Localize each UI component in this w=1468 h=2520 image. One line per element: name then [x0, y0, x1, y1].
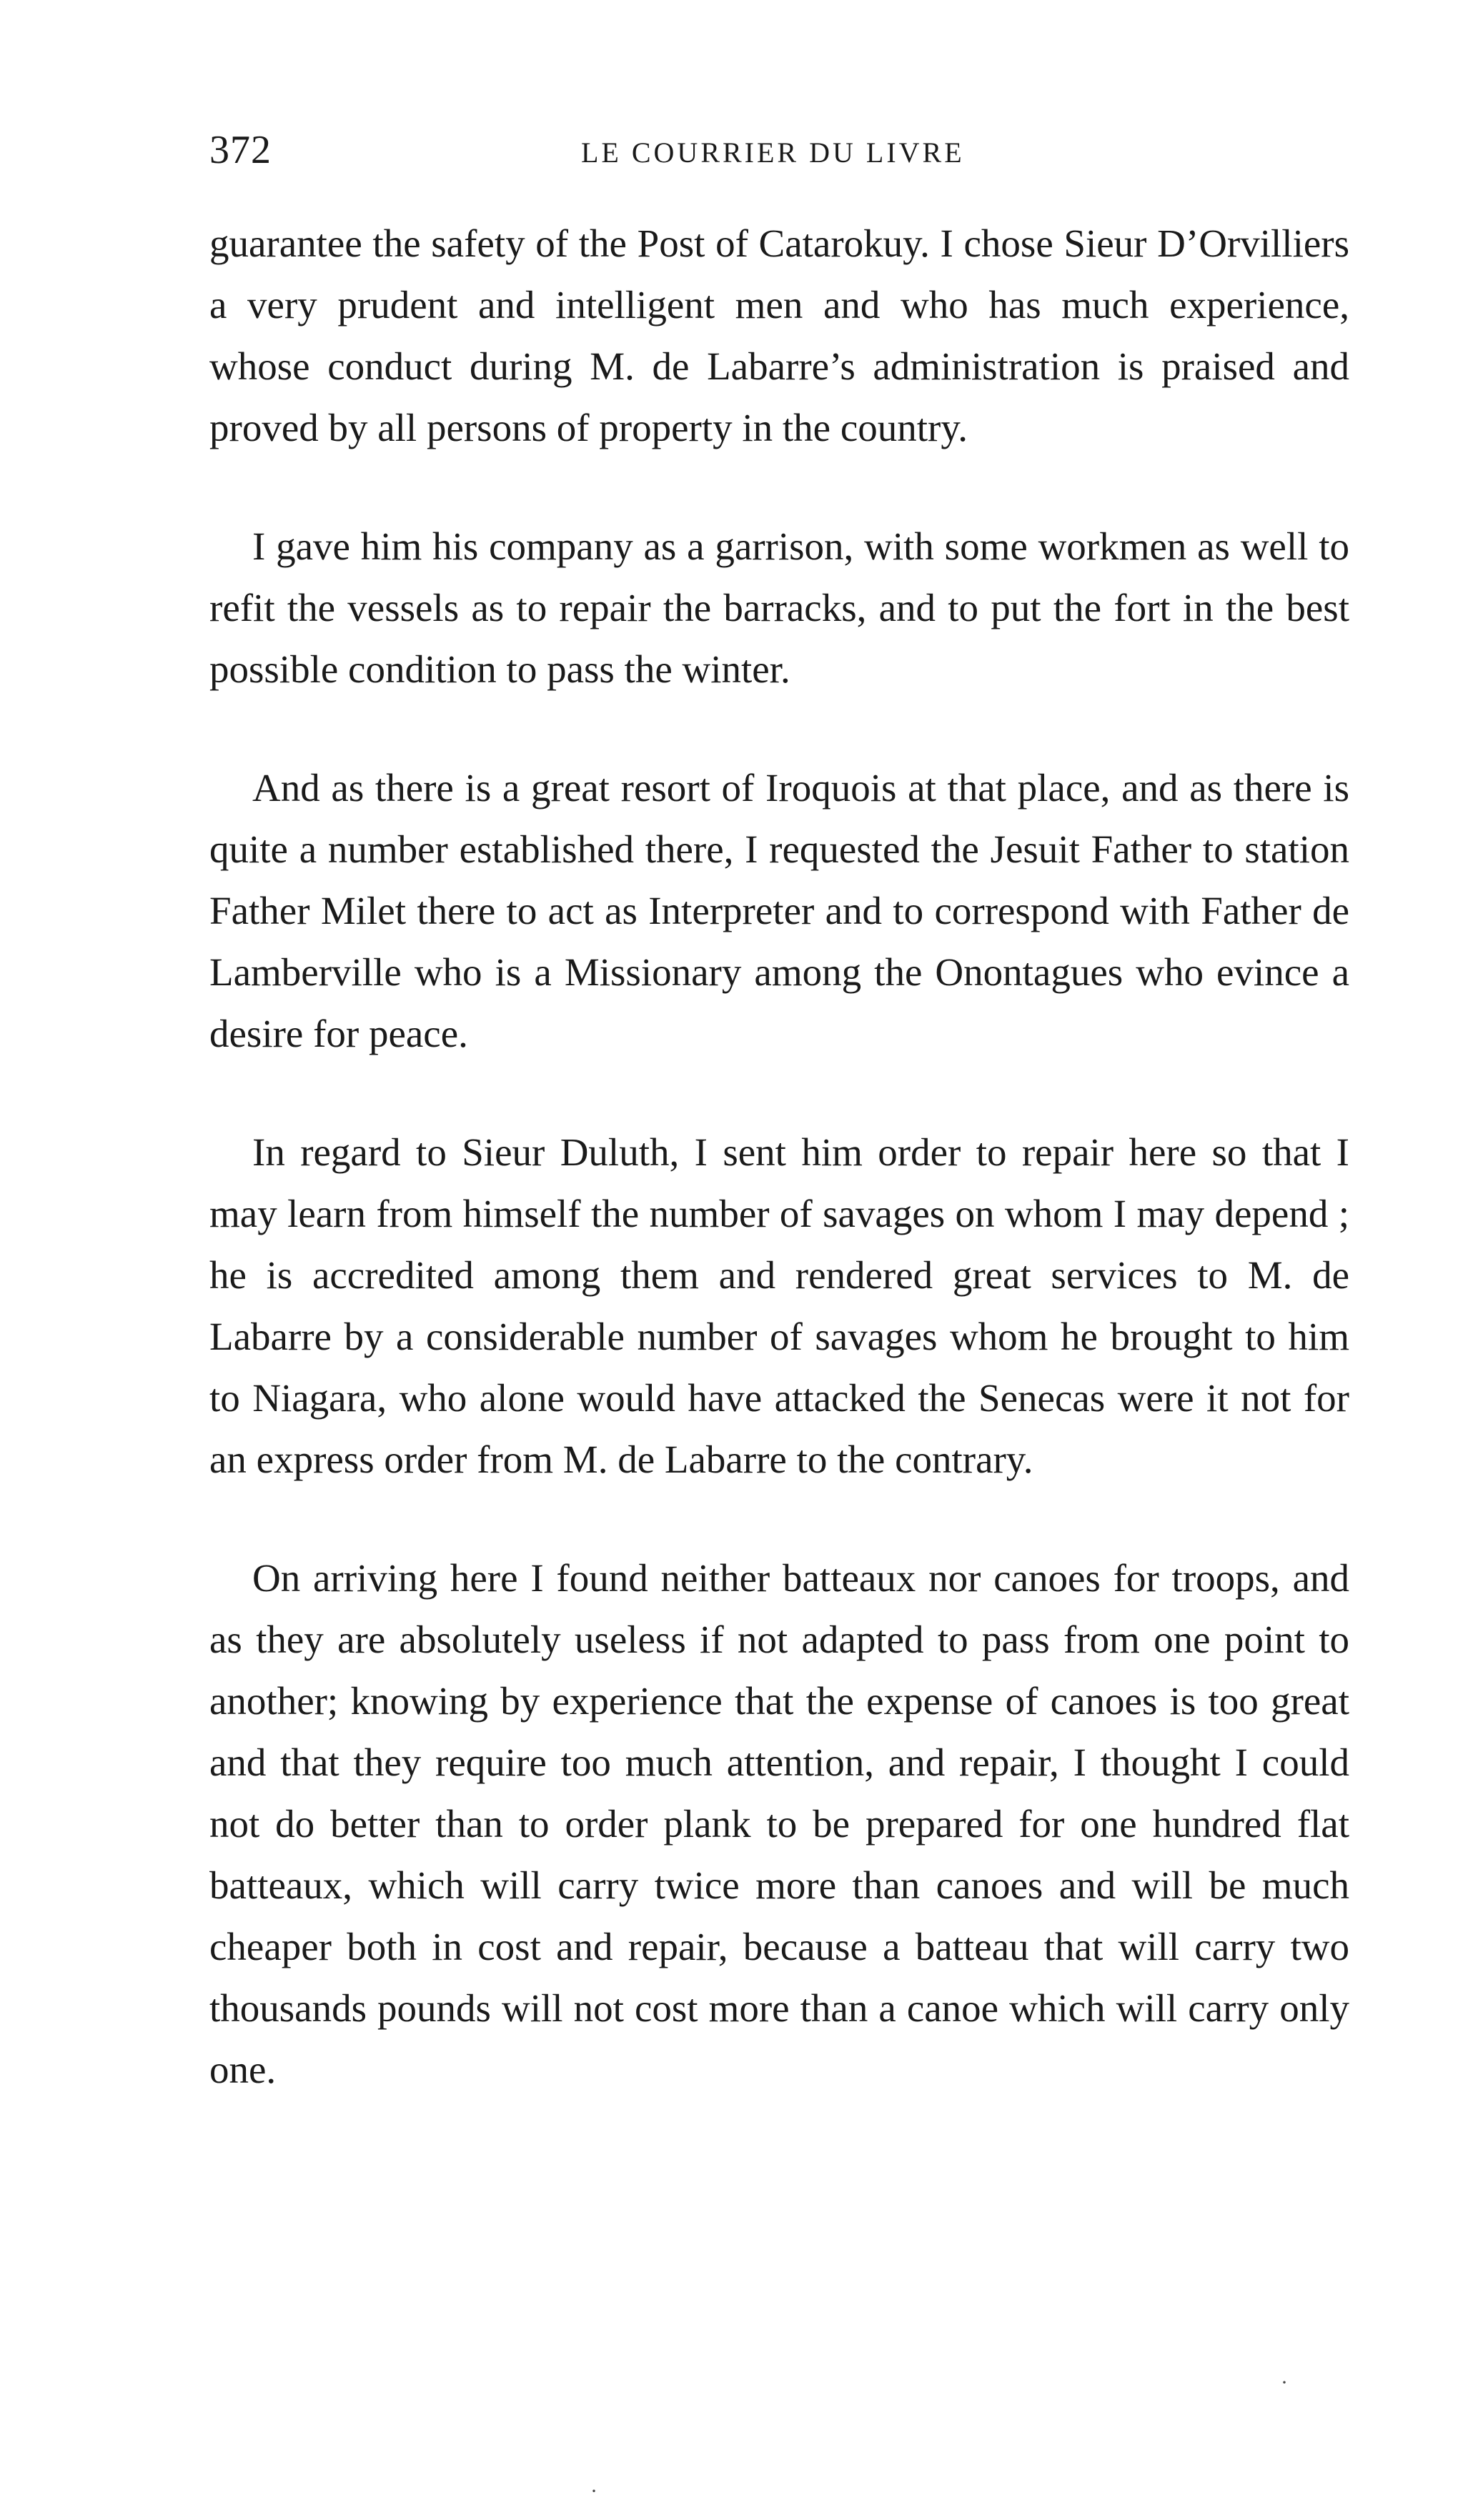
page-header	[209, 127, 1353, 177]
stray-mark-right: ·	[1281, 2371, 1288, 2394]
paragraph-2: I gave him his company as a garrison, with some workmen as well to refit the vessels as to repair the barracks, and to put the fort in the best possible condition to pass the winter.	[209, 524, 1349, 691]
running-head: LE COURRIER DU LIVRE	[581, 136, 965, 169]
page-number: 372	[209, 128, 272, 172]
stray-mark-bottom: ·	[590, 2479, 597, 2503]
body-text	[209, 213, 1349, 2158]
paragraph-1: guarantee the safety of the Post of Catarokuy. I chose Sieur D’Orvilliers a very prudent and intelligent men and who has much experience, whose conduct during M. de Labarre’s administration is praised and proved by all persons of property in the country.	[209, 221, 1349, 449]
paragraph-4: In regard to Sieur Duluth, I sent him order to repair here so that I may learn from himself the number of savages on whom I may depend ; he is accredited among them and rendered great services to M. de Labarre by a considerable number of savages whom he brought to him to Niagara, who alone would have attacked the Senecas were it not for an express order from M. de Labarre to the contrary.	[209, 1130, 1349, 1481]
paragraph-3: And as there is a great resort of Iroquois at that place, and as there is quite a number established there, I requested the Jesuit Father to station Father Milet there to act as Interpreter and to correspond with Father de Lamberville who is a Missionary among the Onontagues who evince a desire for peace.	[209, 766, 1349, 1055]
paragraph-5: On arriving here I found neither batteaux nor canoes for troops, and as they are absolutely useless if not adapted to pass from one point to another; knowing by experience that the expense of canoes is too great and that they require too much attention, and repair, I thought I could not do better than to order plank to be prepared for one hundred flat batteaux, which will carry twice more than canoes and will be much cheaper both in cost and repair, because a batteau that will carry two thousands pounds will not cost more than a canoe which will carry only one.	[209, 1556, 1349, 2091]
